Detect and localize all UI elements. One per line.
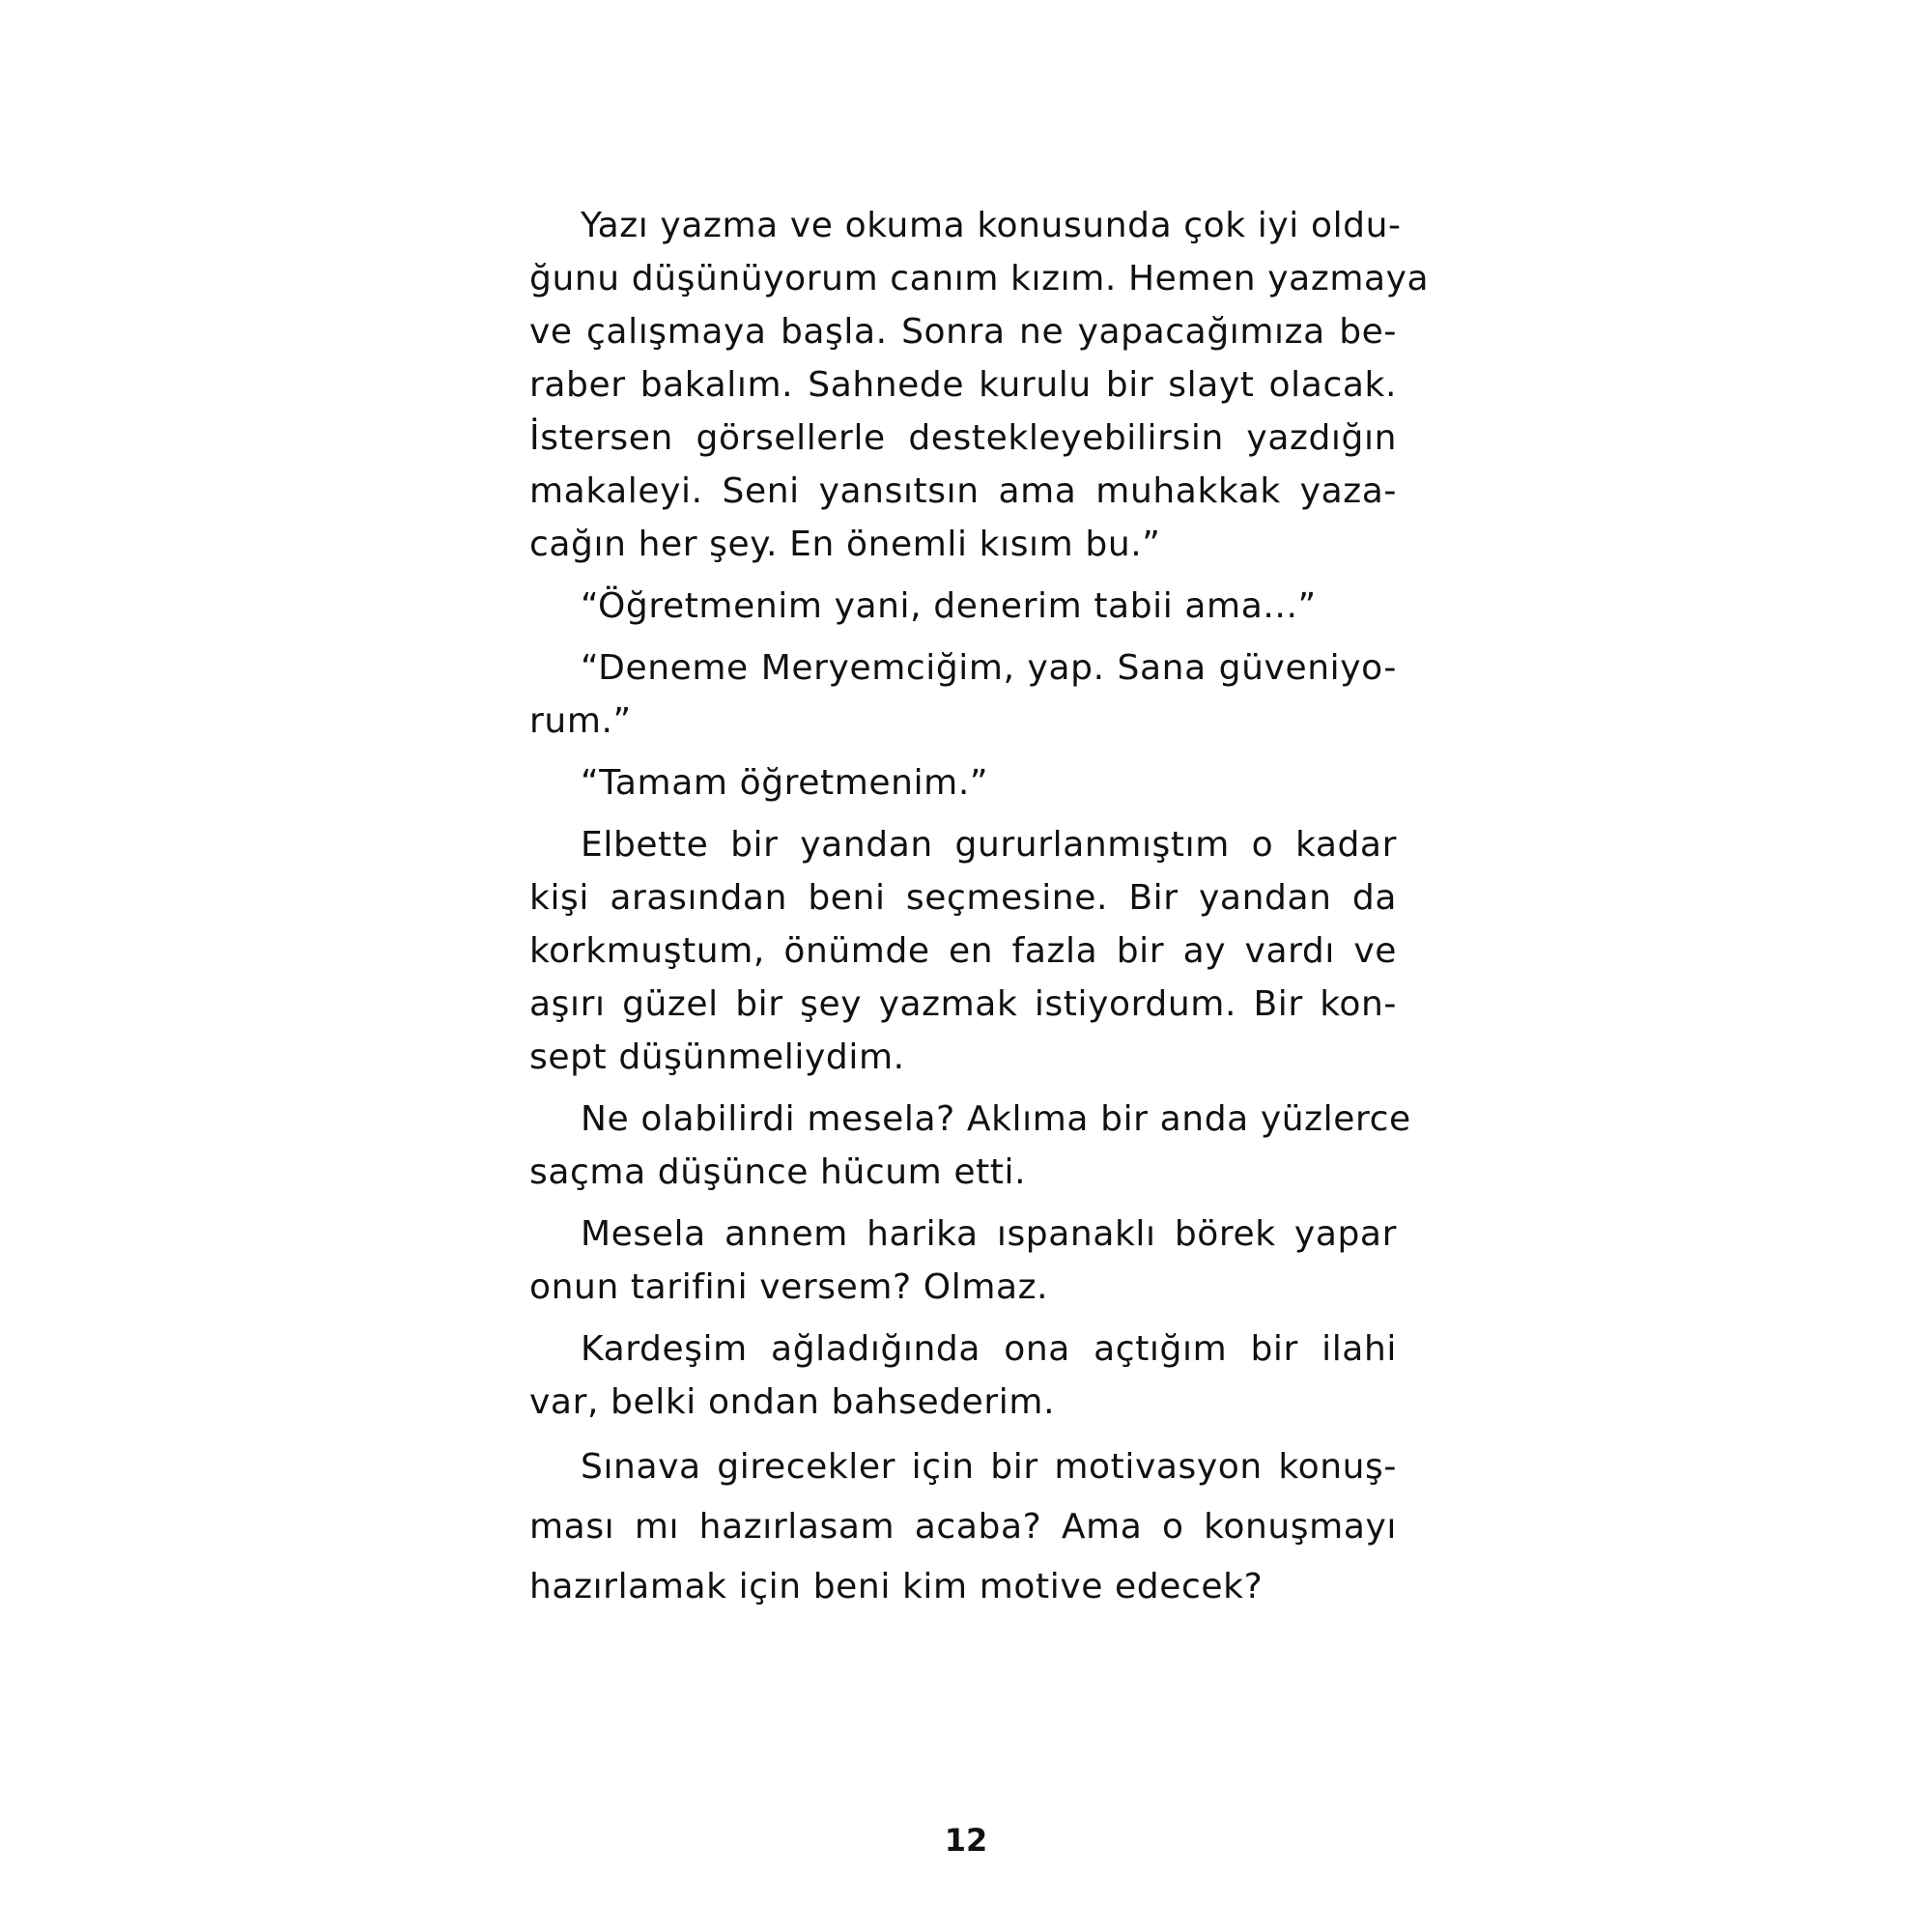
text-line: rum.” <box>529 701 632 741</box>
text-line: saçma düşünce hücum etti. <box>529 1152 1027 1192</box>
text-line: ğunu düşünüyorum canım kızım. Hemen yazmaya <box>529 259 1430 298</box>
text-line: onun tarifini versem? Olmaz. <box>529 1267 1049 1307</box>
text-line: makaleyi. Seni yansıtsın ama muhakkak yaza- <box>529 471 1397 511</box>
paragraph <box>529 1322 1397 1429</box>
paragraph <box>529 641 1397 748</box>
paragraph <box>529 756 1397 810</box>
text-line: aşırı güzel bir şey yazmak istiyordum. Bir kon- <box>529 984 1397 1024</box>
text-line: İstersen görsellerle destekleyebilirsin yazdığın <box>529 418 1397 458</box>
paragraph <box>529 199 1430 571</box>
paragraph <box>529 1437 1397 1617</box>
text-line: var, belki ondan bahsederim. <box>529 1382 1056 1422</box>
text-line: sept düşünmeliydim. <box>529 1037 905 1077</box>
text-line: Kardeşim ağladığında ona açtığım bir ilahi <box>581 1329 1397 1369</box>
page-number: 12 <box>944 1822 988 1859</box>
text-line: “Deneme Meryemciğim, yap. Sana güveniyo- <box>581 648 1397 688</box>
text-line: hazırlamak için beni kim motive edecek? <box>529 1567 1264 1606</box>
paragraph <box>529 818 1397 1084</box>
paragraph <box>529 580 1397 633</box>
text-line: Sınava girecekler için bir motivasyon konuş- <box>581 1447 1397 1487</box>
body-text <box>529 199 1430 1626</box>
text-line: raber bakalım. Sahnede kurulu bir slayt olacak. <box>529 365 1397 405</box>
text-line: cağın her şey. En önemli kısım bu.” <box>529 525 1161 564</box>
paragraph <box>529 1093 1411 1199</box>
paragraph <box>529 1208 1397 1314</box>
text-line: korkmuştum, önümde en fazla bir ay vardı ve <box>529 931 1397 971</box>
text-line: ması mı hazırlasam acaba? Ama o konuşmayı <box>529 1507 1397 1547</box>
text-line: “Öğretmenim yani, denerim tabii ama...” <box>581 586 1317 626</box>
text-line: Ne olabilirdi mesela? Aklıma bir anda yüzlerce <box>581 1099 1411 1139</box>
text-line: Elbette bir yandan gururlanmıştım o kadar <box>581 825 1397 865</box>
text-line: “Tamam öğretmenim.” <box>581 763 989 803</box>
text-line: kişi arasından beni seçmesine. Bir yandan da <box>529 878 1397 918</box>
text-line: Mesela annem harika ıspanaklı börek yapar <box>581 1214 1397 1254</box>
text-line: ve çalışmaya başla. Sonra ne yapacağımıza be- <box>529 312 1397 352</box>
text-line: Yazı yazma ve okuma konusunda çok iyi oldu- <box>581 206 1402 245</box>
